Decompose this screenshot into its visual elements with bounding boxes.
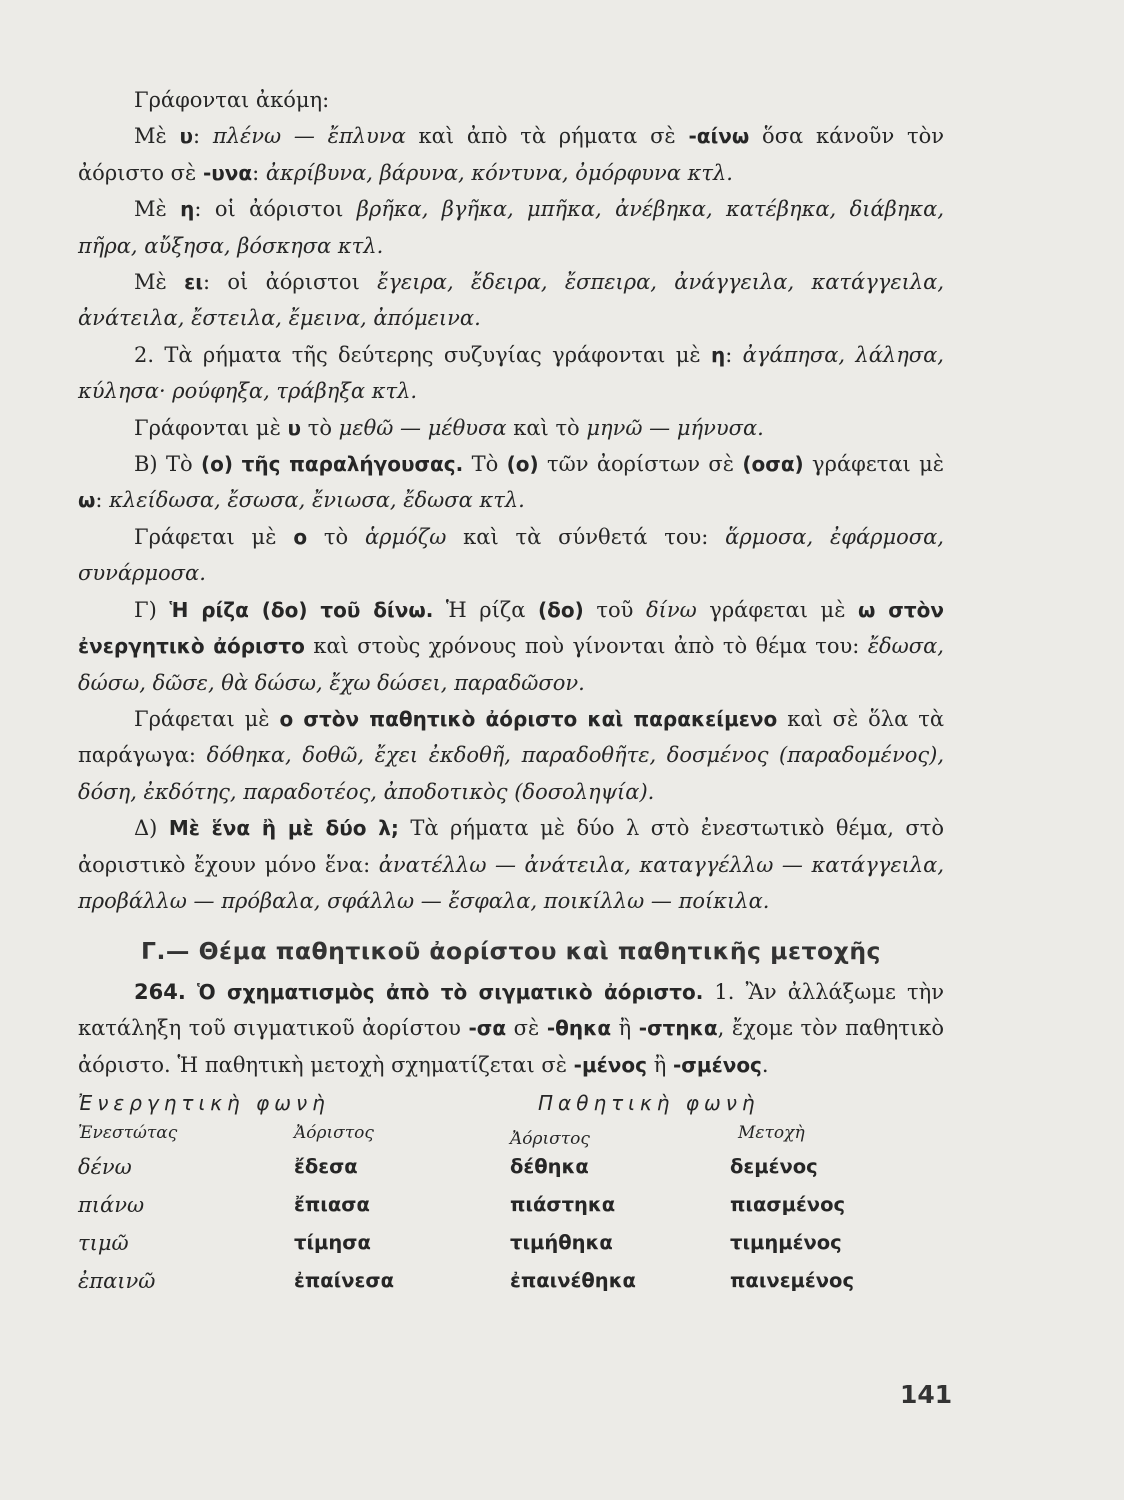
page-number: 141 [900, 1380, 953, 1409]
paragraph-number: 264. [134, 979, 186, 1004]
column-header-passive-aorist: Ἀόριστος [510, 1128, 590, 1149]
paragraph-passive-do: Γράφεται μὲ ο στὸν παθητικὸ ἀόριστο καὶ παρακείμενο καὶ σὲ ὅλα τὰ παράγωγα: δόθηκα, δοθῶ, ἔχει ἐκδοθῆ, παραδοθῆτε, δοσμένος (παραδομένος), δόση, ἐκδότης, παραδοτέος, ἀποδοτικὸς (δοσοληψία). [78, 706, 945, 804]
paragraph-eta: Μὲ η: οἱ ἀόριστοι βρῆκα, βγῆκα, μπῆκα, ἀνέβηκα, κατέβηκα, διάβηκα, πῆρα, αὔξησα, βόσκησα κτλ. [78, 197, 945, 258]
paragraph-harmozo: Γράφεται μὲ ο τὸ ἁρμόζω καὶ τὰ σύνθετά του: ἅρμοσα, ἐφάρμοσα, συνάρμοσα. [78, 524, 944, 586]
paragraph-methysa: Γράφονται μὲ υ τὸ μεθῶ — μέθυσα καὶ τὸ μηνῶ — μήνυσα. [134, 415, 764, 440]
table-row: ἐπαινῶ ἐπαίνεσα ἐπαινέθηκα παινεμένος [78, 1268, 854, 1293]
conjugation-table [78, 1145, 944, 1297]
paragraph-ei: Μὲ ει: οἱ ἀόριστοι ἔγειρα, ἔδειρα, ἔσπειρα, ἀνάγγειλα, κατάγγειλα, ἀνάτειλα, ἔστειλα, ἔμεινα, ἀπόμεινα. [78, 270, 944, 331]
paragraph-b-omicron: Β) Τὸ (ο) τῆς παραλήγουσας. Τὸ (ο) τῶν ἀορίστων σὲ (οσα) γράφεται μὲ ω: κλείδωσα, ἔσωσα, ἔνιωσα, ἔδωσα κτλ. [78, 452, 944, 513]
active-voice-header: Ἐνεργητικὴ φωνὴ [78, 1090, 330, 1115]
paragraph-second-conjugation: 2. Τὰ ρήματα τῆς δεύτερης συζυγίας γράφονται μὲ η: ἀγάπησα, λάλησα, κύλησα· ρούφηξα, τράβηξα κτλ. [78, 342, 944, 404]
table-row: πιάνω ἔπιασα πιάστηκα πιασμένος [78, 1192, 846, 1217]
paragraph-d-lambda: Δ) Μὲ ἕνα ἢ μὲ δύο λ; Τὰ ρήματα μὲ δύο λ στὸ ἐνεστωτικὸ θέμα, στὸ ἀοριστικὸ ἔχουν μόνο ἕνα: ἀνατέλλω — ἀνάτειλα, καταγγέλλω — κατάγγειλα, προβάλλω — πρόβαλα, σφάλλω — ἔσφαλα, ποικίλλω — ποίκιλα. [78, 816, 944, 913]
table-row: δένω ἔδεσα δέθηκα δεμένος [78, 1154, 818, 1179]
section-heading: Γ.— Θέμα παθητικοῦ ἀορίστου καὶ παθητικῆς μετοχῆς [141, 937, 881, 966]
voice-headers [78, 1085, 944, 1115]
paragraph-intro: Γράφονται ἀκόμη: [134, 88, 330, 112]
column-header-present: Ἐνεστώτας [78, 1122, 178, 1143]
paragraph-g-root-do: Γ) Ἡ ρίζα (δο) τοῦ δίνω. Ἡ ρίζα (δο) τοῦ δίνω γράφεται μὲ ω στὸν ἐνεργητικὸ ἀόριστο καὶ στοὺς χρόνους ποὺ γίνονται ἀπὸ τὸ θέμα του: ἔδωσα, δώσω, δῶσε, θὰ δώσω, ἔχω δώσει, παραδῶσον. [78, 597, 944, 695]
paragraph-y: Μὲ υ: πλένω — ἔπλυνα καὶ ἀπὸ τὰ ρήματα σὲ -αίνω ὅσα κάνοῦν τὸν ἀόριστο σὲ -υνα: ἀκρίβυνα, βάρυνα, κόντυνα, ὀμόρφυνα κτλ. [78, 124, 944, 185]
column-headers [78, 1115, 944, 1149]
passive-voice-header: Παθητικὴ φωνὴ [538, 1090, 760, 1115]
column-header-active-aorist: Ἀόριστος [294, 1122, 374, 1143]
paragraph-264: 264. Ὁ σχηματισμὸς ἀπὸ τὸ σιγματικὸ ἀόριστο. 1. Ἂν ἀλλάξωμε τὴν κατάληξη τοῦ σιγματικοῦ ἀορίστου -σα σὲ -θηκα ἢ -στηκα, ἔχομε τὸν παθητικὸ ἀόριστο. Ἡ παθητικὴ μετοχὴ σχηματίζεται σὲ -μένος ἢ -σμένος. [78, 979, 944, 1077]
body-text [78, 82, 944, 1297]
table-row: τιμῶ τίμησα τιμήθηκα τιμημένος [78, 1230, 842, 1255]
paragraph-heading: Ὁ σχηματισμὸς ἀπὸ τὸ σιγματικὸ ἀόριστο. [196, 979, 704, 1004]
column-header-participle: Μετοχὴ [738, 1122, 805, 1143]
